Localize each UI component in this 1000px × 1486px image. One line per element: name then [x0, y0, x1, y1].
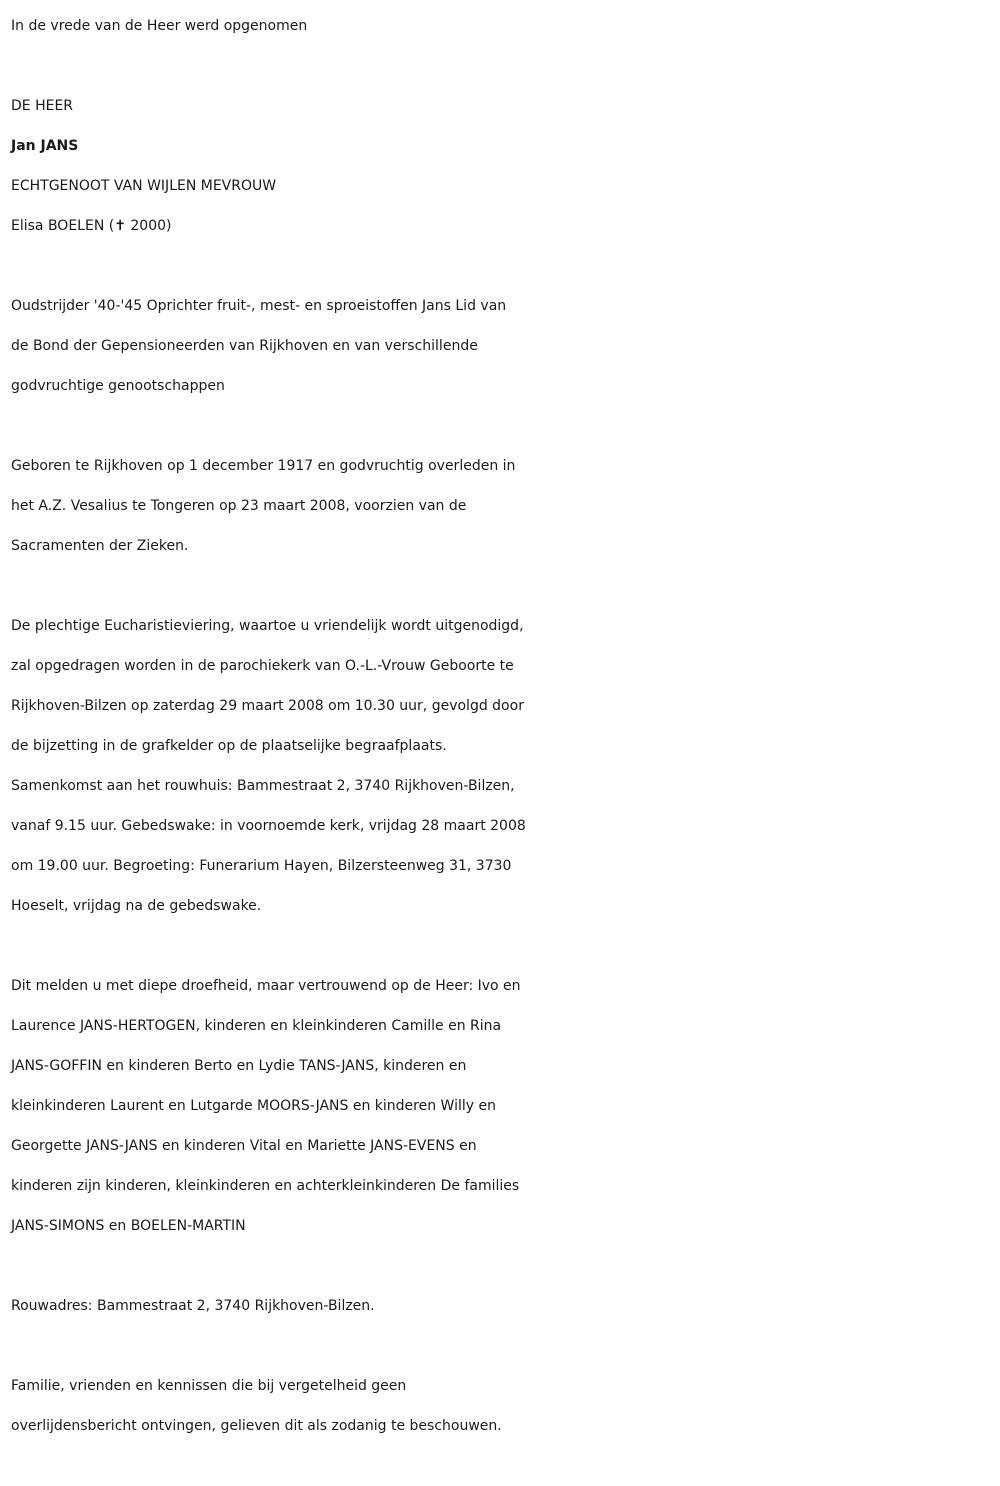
closing-paragraph [11, 1366, 990, 1446]
paragraph-line: Geboren te Rijkhoven op 1 december 1917 en godvruchtig overleden in [11, 458, 516, 474]
spacer [11, 1326, 990, 1366]
spouse-name: Elisa BOELEN (✝ 2000) [11, 218, 172, 234]
paragraph-line: het A.Z. Vesalius te Tongeren op 23 maart 2008, voorzien van de [11, 498, 467, 514]
paragraph-line: overlijdensbericht ontvingen, gelieven dit als zodanig te beschouwen. [11, 1418, 502, 1434]
spacer [11, 1246, 990, 1286]
paragraph-line: Laurence JANS-HERTOGEN, kinderen en kleinkinderen Camille en Rina [11, 1018, 502, 1034]
spacer [11, 46, 990, 86]
paragraph-line: Samenkomst aan het rouwhuis: Bammestraat 2, 3740 Rijkhoven-Bilzen, [11, 778, 515, 794]
paragraph-line: vanaf 9.15 uur. Gebedswake: in voornoemde kerk, vrijdag 28 maart 2008 [11, 818, 526, 834]
paragraph-line: Georgette JANS-JANS en kinderen Vital en Mariette JANS-EVENS en [11, 1138, 477, 1154]
paragraph-line: Familie, vrienden en kennissen die bij vergetelheid geen [11, 1378, 407, 1394]
family-paragraph [11, 966, 990, 1246]
honorific: DE HEER [11, 98, 74, 114]
paragraph-line: JANS-GOFFIN en kinderen Berto en Lydie TANS-JANS, kinderen en [11, 1058, 467, 1074]
paragraph-line: kleinkinderen Laurent en Lutgarde MOORS-JANS en kinderen Willy en [11, 1098, 496, 1114]
paragraph-line: Hoeselt, vrijdag na de gebedswake. [11, 898, 262, 914]
paragraph-line: de Bond der Gepensioneerden van Rijkhoven en van verschillende [11, 338, 478, 354]
spacer [11, 406, 990, 446]
paragraph-line: de bijzetting in de grafkelder op de plaatselijke begraafplaats. [11, 738, 447, 754]
paragraph-line: godvruchtige genootschappen [11, 378, 225, 394]
paragraph-line: De plechtige Eucharistieviering, waartoe u vriendelijk wordt uitgenodigd, [11, 618, 524, 634]
paragraph-line: zal opgedragen worden in de parochiekerk van O.-L.-Vrouw Geboorte te [11, 658, 514, 674]
ceremony-paragraph [11, 606, 990, 926]
mourning-address: Rouwadres: Bammestraat 2, 3740 Rijkhoven-Bilzen. [11, 1298, 375, 1314]
spacer [11, 566, 990, 606]
deceased-name: Jan JANS [11, 138, 79, 154]
paragraph-line: kinderen zijn kinderen, kleinkinderen en achterkleinkinderen De families [11, 1178, 520, 1194]
intro-text: In de vrede van de Heer werd opgenomen [11, 18, 308, 34]
paragraph-line: Rijkhoven-Bilzen op zaterdag 29 maart 2008 om 10.30 uur, gevolgd door [11, 698, 524, 714]
spacer [11, 926, 990, 966]
paragraph-line: Oudstrijder '40-'45 Oprichter fruit-, mest- en sproeistoffen Jans Lid van [11, 298, 507, 314]
spouse-relation: ECHTGENOOT VAN WIJLEN MEVROUW [11, 178, 277, 194]
spacer [11, 246, 990, 286]
birth-death-paragraph [11, 446, 990, 566]
biography-paragraph [11, 286, 990, 406]
paragraph-line: Dit melden u met diepe droefheid, maar vertrouwend op de Heer: Ivo en [11, 978, 521, 994]
paragraph-line: Sacramenten der Zieken. [11, 538, 189, 554]
paragraph-line: om 19.00 uur. Begroeting: Funerarium Hayen, Bilzersteenweg 31, 3730 [11, 858, 512, 874]
paragraph-line: JANS-SIMONS en BOELEN-MARTIN [11, 1218, 246, 1234]
